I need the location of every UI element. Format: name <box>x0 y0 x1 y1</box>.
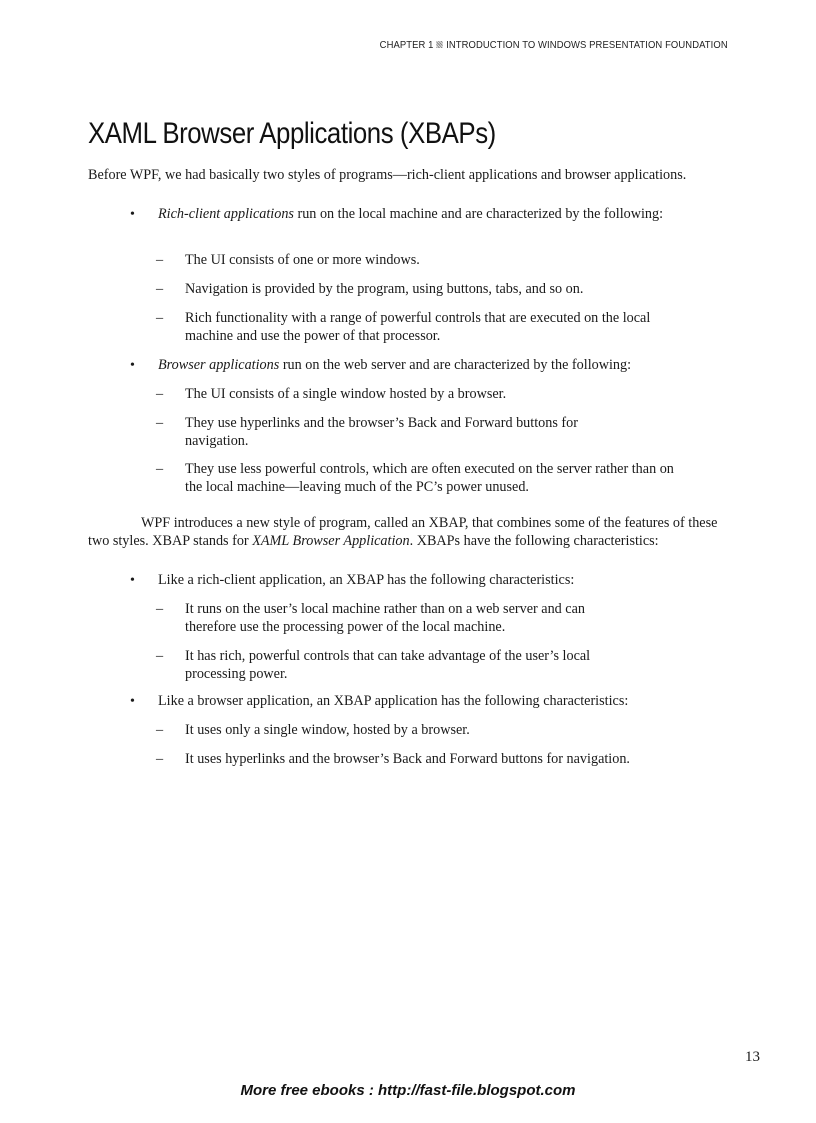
bullet-term: Rich-client applications <box>158 206 294 222</box>
bullet-text: Like a rich-client application, an XBAP has the following characteristics: <box>158 572 575 588</box>
dash-icon: – <box>156 722 164 738</box>
dash-icon: – <box>156 281 164 297</box>
dash-icon: – <box>156 386 164 402</box>
list-item: – It has rich, powerful controls that can take advantage of the user’s local processing power. <box>156 648 591 682</box>
list-item: – It uses hyperlinks and the browser’s Back and Forward buttons for navigation. <box>156 751 630 767</box>
separator-box-icon <box>436 41 442 48</box>
dash-icon: – <box>156 310 164 326</box>
dash-icon: – <box>156 252 164 268</box>
dash-icon: – <box>156 601 164 617</box>
list-item: – The UI consists of one or more windows. <box>156 252 420 268</box>
list-item: – Rich functionality with a range of powerful controls that are executed on the local machine and use the power of that processor. <box>156 310 651 344</box>
list-item: – It runs on the user’s local machine rather than on a web server and can therefore use the processing power of the local machine. <box>156 601 585 635</box>
running-head-title: INTRODUCTION TO WINDOWS PRESENTATION FOUNDATION <box>446 39 728 51</box>
list-item: – Navigation is provided by the program, using buttons, tabs, and so on. <box>156 281 584 297</box>
section-title: XAML Browser Applications (XBAPs) <box>88 117 496 150</box>
running-head-chapter: CHAPTER 1 <box>379 39 434 51</box>
bullet-xbap-browser <box>130 693 698 711</box>
dash-icon: – <box>156 648 164 664</box>
dash-icon: – <box>156 415 164 431</box>
dash-icon: – <box>156 461 164 477</box>
dash-icon: – <box>156 751 164 767</box>
bullet-icon: • <box>130 573 135 588</box>
bullet-xbap-rich-client <box>130 572 698 590</box>
bullet-text: run on the local machine and are characterized by the following: <box>293 206 664 222</box>
bullet-icon: • <box>130 358 135 373</box>
intro-paragraph: Before WPF, we had basically two styles of programs—rich-client applications and browser applications. <box>88 167 687 183</box>
xbap-term: XAML Browser Application <box>252 532 410 549</box>
list-item: – They use hyperlinks and the browser’s Back and Forward buttons for navigation. <box>156 415 578 449</box>
bullet-rich-client <box>130 206 678 224</box>
bullet-term: Browser applications <box>158 357 280 373</box>
page-number: 13 <box>745 1049 760 1065</box>
bullet-icon: • <box>130 207 135 222</box>
bullet-text: run on the web server and are characterized by the following: <box>279 357 632 373</box>
bullet-text: Like a browser application, an XBAP application has the following characteristics: <box>158 693 629 709</box>
list-item: – It uses only a single window, hosted by a browser. <box>156 722 470 738</box>
list-item: – The UI consists of a single window hosted by a browser. <box>156 386 507 402</box>
footer-link[interactable]: More free ebooks : http://fast-file.blogspot.com <box>240 1082 576 1099</box>
bullet-browser-apps <box>130 357 698 375</box>
xbap-paragraph: WPF introduces a new style of program, called an XBAP, that combines some of the features of these two styles. XBAP stands for XAML Browser Application. XBAPs have the following characteristics: <box>88 515 718 549</box>
list-item: – They use less powerful controls, which are often executed on the server rather than on the local machine—leaving much of the PC’s power unused. <box>156 461 674 495</box>
bullet-icon: • <box>130 694 135 709</box>
running-head <box>380 39 728 51</box>
